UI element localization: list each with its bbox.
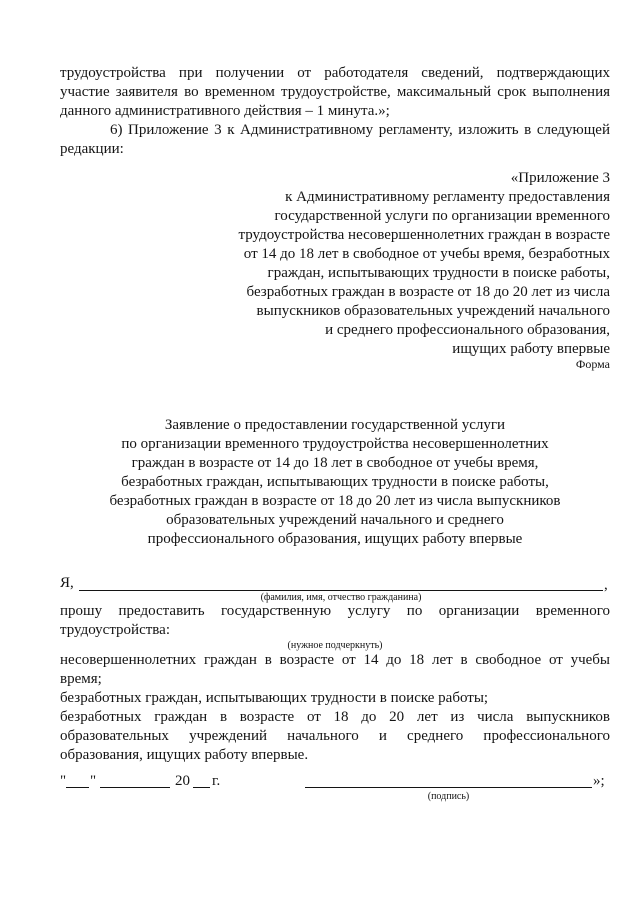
option-line: безработных граждан в возрасте от 18 до 20 лет из числа выпускников (60, 709, 610, 725)
appendix-line: к Административному регламенту предоставления (285, 189, 610, 205)
intro-line: участие заявителя во временном трудоустройстве, максимальный срок выполнения (60, 84, 610, 100)
date-quote-close: " (90, 773, 97, 789)
date-year-suffix: г. (212, 773, 221, 789)
applicant-caption: (фамилия, имя, отчество гражданина) (260, 592, 422, 603)
option-line: образовательных учреждений начального и среднего профессионального (60, 728, 610, 744)
appendix-line: и среднего профессионального образования, (325, 322, 610, 338)
title-line: образовательных учреждений начального и среднего (166, 512, 504, 528)
appendix-line: государственной услуги по организации временного (274, 208, 610, 224)
option-line: образования, ищущих работу впервые. (60, 747, 309, 763)
date-year-prefix: 20 (175, 773, 190, 789)
title-line: по организации временного трудоустройства несовершеннолетних (121, 436, 549, 452)
appendix-line: выпускников образовательных учреждений начального (256, 303, 610, 319)
option-line: время; (60, 671, 102, 687)
appendix-line: «Приложение 3 (510, 170, 610, 186)
title-line: безработных граждан в возрасте от 18 до 20 лет из числа выпускников (109, 493, 561, 509)
title-line: граждан в возрасте от 14 до 18 лет в свободное от учебы время, (131, 455, 539, 471)
title-line: безработных граждан, испытывающих трудности в поиске работы, (121, 474, 549, 490)
date-quote-open: " (60, 773, 67, 789)
item-6-continued (60, 140, 610, 159)
form-label: Форма (575, 357, 610, 371)
signature-caption: (подпись) (427, 791, 470, 802)
item-6-line: редакции: (60, 141, 124, 157)
date-month-field[interactable] (100, 787, 170, 788)
item-6-line: 6) Приложение 3 к Административному регламенту, изложить в следующей (110, 122, 610, 138)
appendix-header (230, 169, 610, 359)
signature-end: »; (593, 773, 605, 789)
appendix-line: от 14 до 18 лет в свободное от учебы время, безработных (243, 246, 610, 262)
option-line: несовершеннолетних граждан в возрасте от 14 до 18 лет в свободное от учебы (60, 652, 610, 668)
request-paragraph (60, 602, 610, 640)
date-year-field[interactable] (193, 787, 210, 788)
appendix-line: ищущих работу впервые (452, 341, 610, 357)
title-line: профессионального образования, ищущих работу впервые (147, 531, 523, 547)
applicant-name-field[interactable] (79, 590, 603, 591)
option-graduates[interactable] (60, 708, 610, 765)
option-unemployed[interactable] (60, 689, 610, 708)
option-minors[interactable] (60, 651, 610, 689)
request-caption: (нужное подчеркнуть) (287, 640, 383, 651)
form-title (60, 416, 610, 549)
signature-field[interactable] (305, 787, 592, 788)
applicant-prefix: Я, (60, 575, 74, 591)
appendix-line: трудоустройства несовершеннолетних граждан в возрасте (238, 227, 610, 243)
title-line: Заявление о предоставлении государственной услуги (164, 417, 506, 433)
appendix-line: граждан, испытывающих трудности в поиске работы, (267, 265, 610, 281)
request-line: трудоустройства: (60, 622, 171, 638)
request-line: прошу предоставить государственную услугу по организации временного (60, 603, 610, 619)
date-day-field[interactable] (66, 787, 89, 788)
appendix-line: безработных граждан в возрасте от 18 до 20 лет из числа (246, 284, 610, 300)
applicant-suffix: , (604, 577, 608, 593)
item-6 (110, 121, 610, 140)
intro-line: данного административного действия – 1 минута.»; (60, 103, 390, 119)
intro-line: трудоустройства при получении от работодателя сведений, подтверждающих (60, 65, 610, 81)
intro-paragraph (60, 64, 610, 121)
option-line: безработных граждан, испытывающих трудности в поиске работы; (60, 690, 489, 706)
